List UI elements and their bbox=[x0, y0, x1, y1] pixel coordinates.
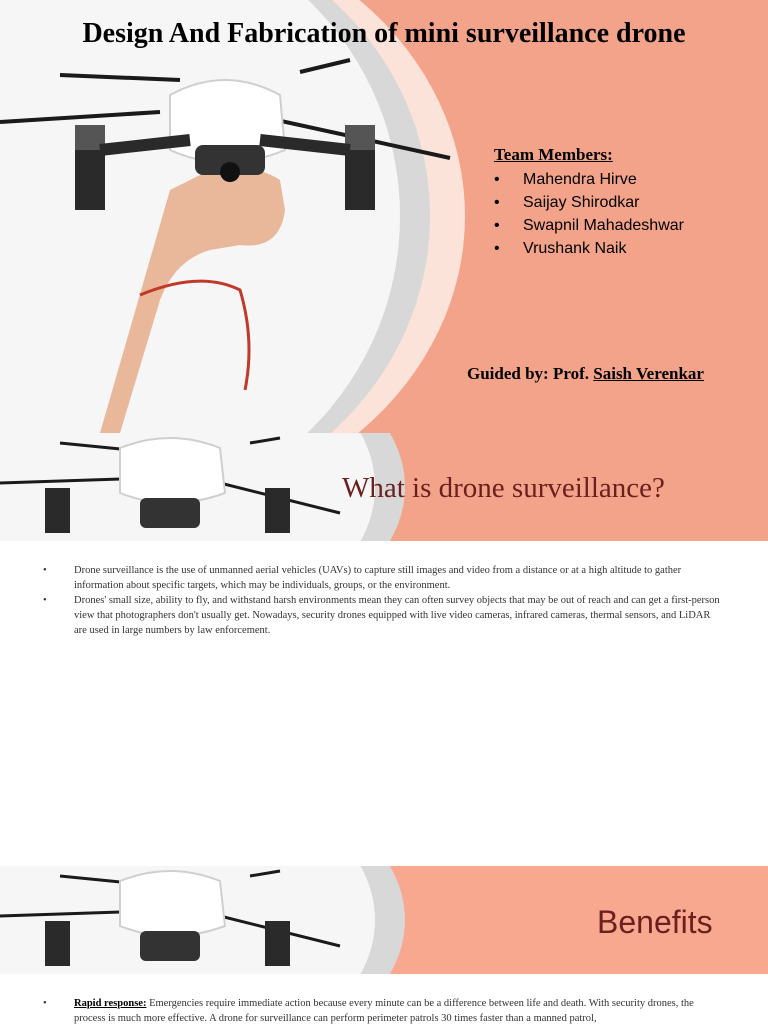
bullet-item: • Drones' small size, ability to fly, and withstand harsh environments mean they can often survey objects that may be out of reach and can get a first-person view that photographers don't usually get. Nowadays, security drones equipped with live video cameras, infrared cameras, thermal sensors, and LiDAR are used in large numbers by law enforcement. bbox=[43, 593, 724, 638]
team-member: • Swapnil Mahadeshwar bbox=[494, 214, 684, 237]
team-members-heading: Team Members: bbox=[494, 145, 613, 164]
guide-credit: Guided by: Prof. Saish Verenkar bbox=[467, 364, 704, 383]
slide-title: What is drone surveillance? bbox=[342, 472, 665, 504]
bullet-list bbox=[43, 996, 724, 1024]
what-is-slide bbox=[0, 433, 768, 541]
team-member: • Mahendra Hirve bbox=[494, 168, 684, 191]
benefit-label: Rapid response: bbox=[74, 998, 147, 1009]
bullet-item: • Drone surveillance is the use of unmanned aerial vehicles (UAVs) to capture still images and video from a distance or at a high altitude to gather information about specific targets, which may be individuals, groups, or the environment. bbox=[43, 563, 724, 593]
title-slide bbox=[0, 0, 768, 433]
definition-slide bbox=[0, 541, 768, 866]
bullet-list bbox=[43, 563, 724, 638]
slide-title: Benefits bbox=[597, 904, 713, 940]
team-member-list bbox=[494, 168, 684, 260]
bullet-item: • Rapid response: Emergencies require immediate action because every minute can be a difference between life and death. With security drones, the process is much more effective. A drone for surveillance can perform perimeter patrols 30 times faster than a manned patrol, bbox=[43, 996, 724, 1024]
guide-name: Saish Verenkar bbox=[593, 364, 704, 383]
team-member: • Saijay Shirodkar bbox=[494, 191, 684, 214]
slide-title: Design And Fabrication of mini surveillance drone bbox=[82, 18, 686, 49]
benefit-detail-slide bbox=[0, 974, 768, 1024]
team-member: • Vrushank Naik bbox=[494, 237, 684, 260]
benefits-slide bbox=[0, 866, 768, 974]
